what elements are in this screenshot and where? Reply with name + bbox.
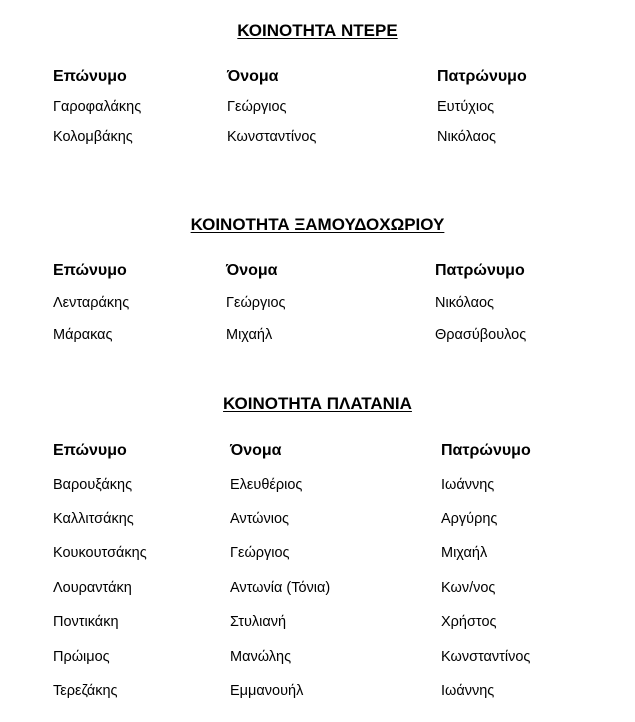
- column-header-first-name: Όνομα: [227, 68, 279, 85]
- column-header-first-name: Όνομα: [230, 442, 282, 459]
- table-cell: Κουκουτσάκης: [53, 545, 147, 561]
- table-cell: Γεώργιος: [226, 295, 286, 311]
- table-cell: Μιχαήλ: [441, 545, 488, 561]
- table-cell: Θρασύβουλος: [435, 327, 527, 343]
- table-cell: Στυλιανή: [230, 614, 287, 630]
- column-header-patronymic: Πατρώνυμο: [435, 262, 525, 279]
- table-cell: Χρήστος: [441, 614, 497, 630]
- table-cell: Αντώνιος: [230, 511, 290, 527]
- column-header-patronymic: Πατρώνυμο: [441, 442, 531, 459]
- table-cell: Ιωάννης: [441, 477, 495, 493]
- table-cell: Ελευθέριος: [230, 477, 303, 493]
- column-header-first-name: Όνομα: [226, 262, 278, 279]
- table-cell: Κων/νος: [441, 580, 496, 596]
- section-title-ntere: ΚΟΙΝΟΤΗΤΑ ΝΤΕΡΕ: [237, 21, 398, 40]
- table-cell: Μάρακας: [53, 327, 113, 343]
- column-header-surname: Επώνυμο: [53, 68, 127, 85]
- table-cell: Αργύρης: [441, 511, 498, 527]
- section-title-platanias: ΚΟΙΝΟΤΗΤΑ ΠΛΑΤΑΝΙΑ: [223, 394, 412, 413]
- column-header-surname: Επώνυμο: [53, 442, 127, 459]
- table-cell: Βαρουξάκης: [53, 477, 133, 493]
- table-cell: Πρώιμος: [53, 649, 110, 665]
- table-cell: Τερεζάκης: [53, 683, 118, 699]
- table-cell: Γεώργιος: [230, 545, 290, 561]
- table-cell: Εμμανουήλ: [230, 683, 304, 699]
- table-cell: Νικόλαος: [435, 295, 495, 311]
- table-cell: Γαροφαλάκης: [53, 99, 142, 115]
- column-header-surname: Επώνυμο: [53, 262, 127, 279]
- table-cell: Κωνσταντίνος: [441, 649, 531, 665]
- table-cell: Μιχαήλ: [226, 327, 273, 343]
- table-cell: Ευτύχιος: [437, 99, 495, 115]
- table-cell: Ποντικάκη: [53, 614, 119, 630]
- table-cell: Κολομβάκης: [53, 129, 133, 145]
- column-header-patronymic: Πατρώνυμο: [437, 68, 527, 85]
- table-cell: Γεώργιος: [227, 99, 287, 115]
- table-cell: Ιωάννης: [441, 683, 495, 699]
- table-cell: Καλλιτσάκης: [53, 511, 134, 527]
- table-cell: Νικόλαος: [437, 129, 497, 145]
- table-cell: Κωνσταντίνος: [227, 129, 317, 145]
- table-cell: Λουραντάκη: [53, 580, 132, 596]
- table-cell: Αντωνία (Τόνια): [230, 580, 331, 596]
- section-title-xamoudochori: ΚΟΙΝΟΤΗΤΑ ΞΑΜΟΥΔΟΧΩΡΙΟΥ: [190, 215, 445, 234]
- table-cell: Λενταράκης: [53, 295, 130, 311]
- table-cell: Μανώλης: [230, 649, 292, 665]
